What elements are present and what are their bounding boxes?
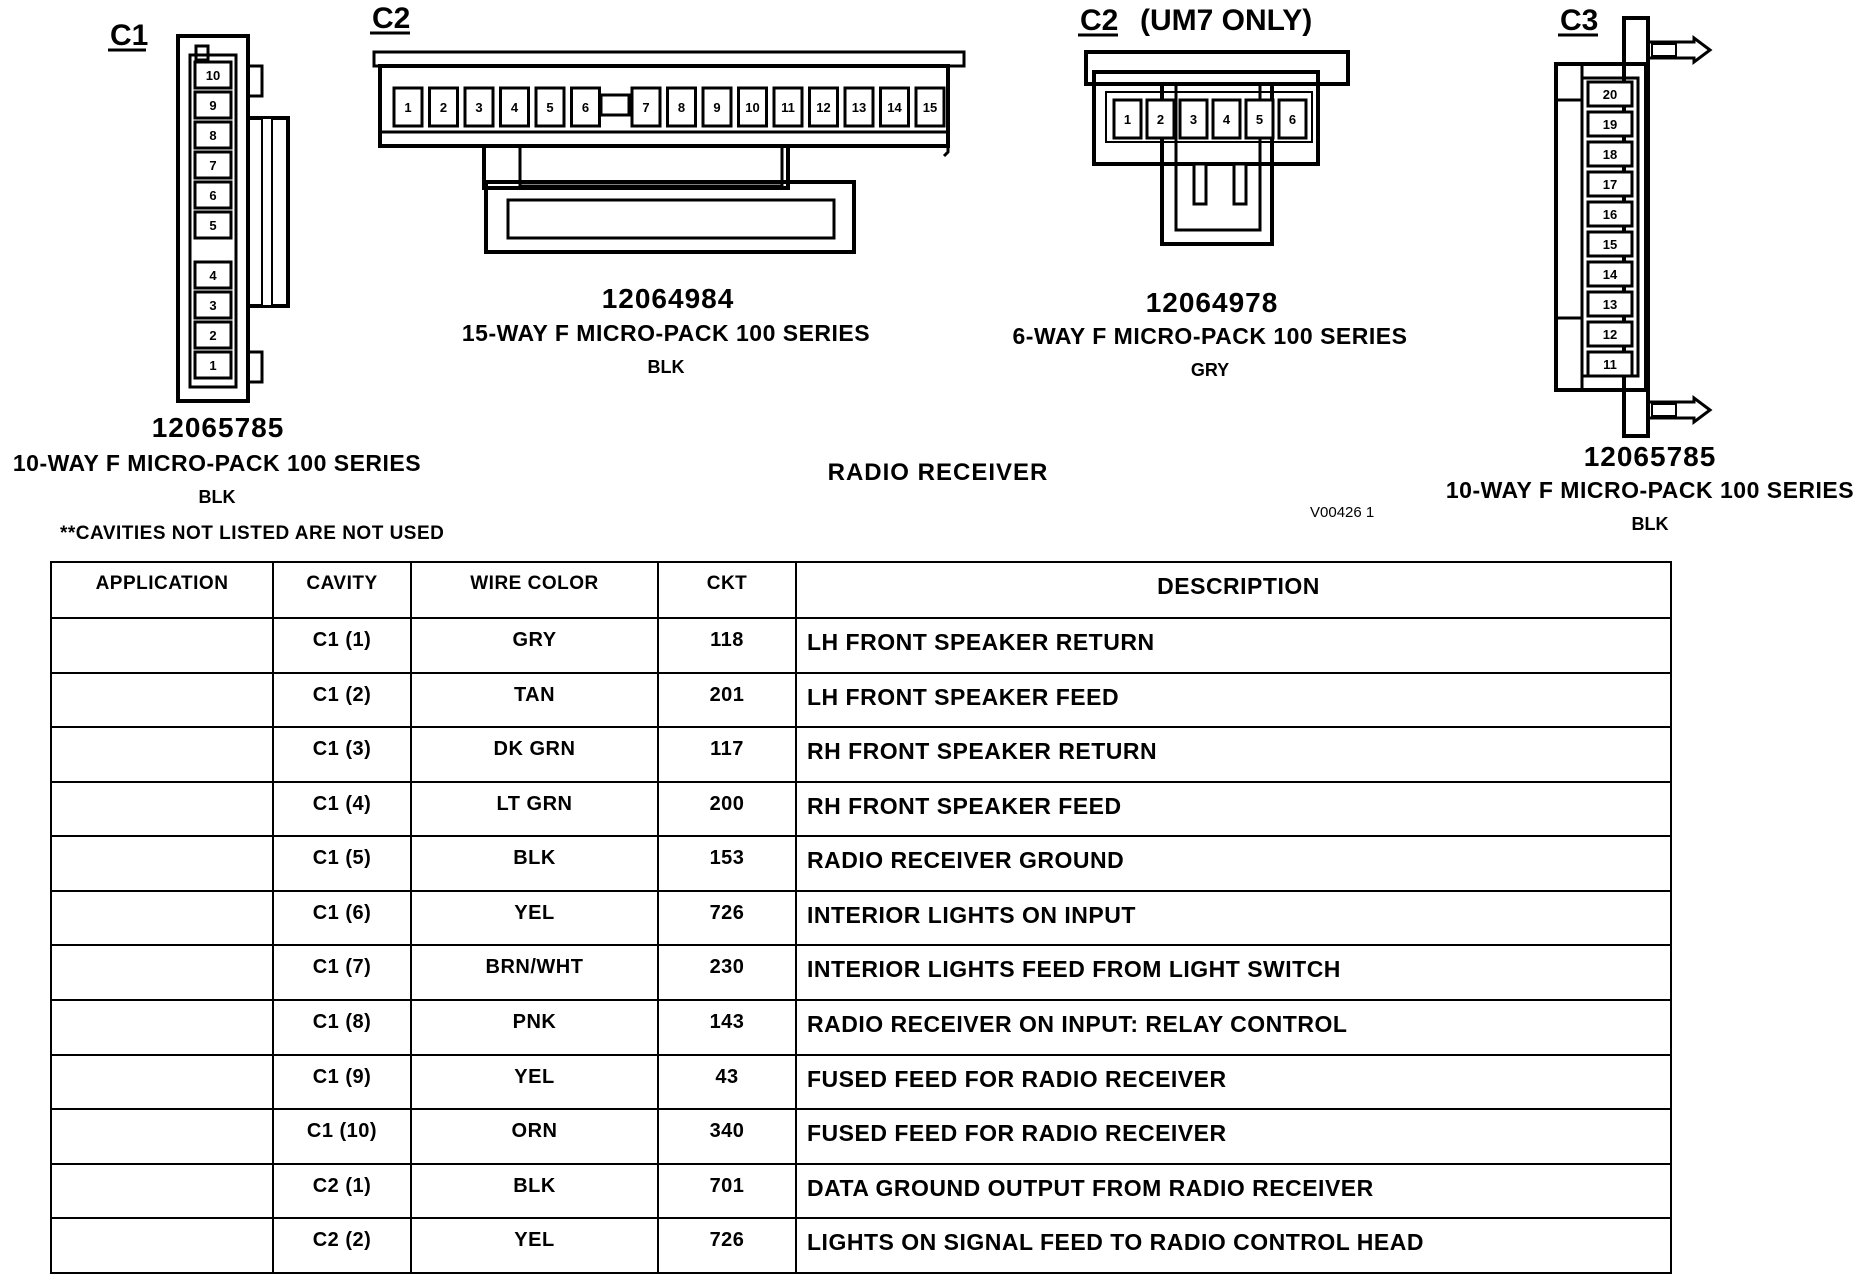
cell-cavity: C1 (9) <box>273 1055 411 1110</box>
cell-cavity: C2 (2) <box>273 1218 411 1273</box>
c3-pin <box>1588 112 1632 136</box>
c3-pin <box>1588 142 1632 166</box>
cell-ckt: 726 <box>658 891 796 946</box>
c1-label: C1 <box>110 19 149 52</box>
c1-pin <box>195 182 231 208</box>
cell-description: FUSED FEED FOR RADIO RECEIVER <box>796 1055 1671 1110</box>
c1-pin <box>195 122 231 148</box>
c3-pin <box>1588 232 1632 256</box>
cell-description: RADIO RECEIVER ON INPUT: RELAY CONTROL <box>796 1000 1671 1055</box>
cell-application <box>51 945 273 1000</box>
cell-application <box>51 1109 273 1164</box>
cell-cavity: C1 (10) <box>273 1109 411 1164</box>
svg-text:3: 3 <box>1189 112 1198 127</box>
svg-text:5: 5 <box>546 100 554 115</box>
c1-pin <box>195 92 231 118</box>
cell-application <box>51 1000 273 1055</box>
c3-pin <box>1588 322 1632 346</box>
c2-um7-pin <box>1246 100 1273 138</box>
c2-part-number: 12064984 <box>601 283 735 314</box>
svg-text:16: 16 <box>1602 207 1618 222</box>
c1-pin <box>195 352 231 378</box>
cell-description: RH FRONT SPEAKER FEED <box>796 782 1671 837</box>
header-wire-color: WIRE COLOR <box>411 562 658 618</box>
table-row <box>51 1000 1671 1055</box>
svg-text:8: 8 <box>209 128 217 143</box>
cell-application <box>51 618 273 673</box>
connector-c2 <box>370 2 964 377</box>
table-row <box>51 618 1671 673</box>
c3-color: BLK <box>1631 514 1669 534</box>
c3-pin <box>1588 262 1632 286</box>
c2-color: BLK <box>647 357 685 377</box>
connector-c2-um7 <box>1013 4 1408 380</box>
table-row <box>51 673 1671 728</box>
c1-pin <box>195 62 231 88</box>
c2-um7-pin <box>1180 100 1207 138</box>
c3-pin <box>1588 352 1632 376</box>
cell-application <box>51 782 273 837</box>
unused-cavities-note: **CAVITIES NOT LISTED ARE NOT USED <box>60 523 445 544</box>
c2-um7-pin <box>1147 100 1174 138</box>
svg-text:12: 12 <box>1602 327 1618 342</box>
cell-application <box>51 1055 273 1110</box>
svg-text:1: 1 <box>1123 112 1132 127</box>
cell-ckt: 340 <box>658 1109 796 1164</box>
svg-text:6: 6 <box>209 188 217 203</box>
c2-um7-color: GRY <box>1190 360 1230 380</box>
svg-text:5: 5 <box>209 218 217 233</box>
c2-um7-label: C2 <box>1080 4 1119 37</box>
cell-wire-color: YEL <box>411 891 658 946</box>
cell-ckt: 200 <box>658 782 796 837</box>
svg-text:3: 3 <box>475 100 483 115</box>
table-row <box>51 782 1671 837</box>
header-ckt: CKT <box>658 562 796 618</box>
cell-application <box>51 891 273 946</box>
svg-text:6: 6 <box>1288 112 1297 127</box>
cell-wire-color: BLK <box>411 1164 658 1219</box>
c1-pin <box>195 152 231 178</box>
wiring-table <box>50 561 1672 1274</box>
c2-pin <box>668 88 696 126</box>
cell-cavity: C1 (6) <box>273 891 411 946</box>
cell-wire-color: LT GRN <box>411 782 658 837</box>
figure-id: V00426 1 <box>1310 504 1375 521</box>
c2-pin <box>845 88 873 126</box>
c3-pin <box>1588 82 1632 106</box>
c2-um7-pin <box>1114 100 1141 138</box>
c1-pin <box>195 212 231 238</box>
svg-text:11: 11 <box>781 100 795 115</box>
cell-cavity: C1 (4) <box>273 782 411 837</box>
svg-text:3: 3 <box>209 298 217 313</box>
c2-pin <box>703 88 731 126</box>
cell-ckt: 43 <box>658 1055 796 1110</box>
svg-text:20: 20 <box>1602 87 1618 102</box>
c2-pin <box>810 88 838 126</box>
c2-um7-part-number: 12064978 <box>1145 287 1279 318</box>
cell-wire-color: YEL <box>411 1218 658 1273</box>
svg-text:13: 13 <box>1602 297 1618 312</box>
cell-wire-color: BLK <box>411 836 658 891</box>
cell-wire-color: ORN <box>411 1109 658 1164</box>
cell-description: LIGHTS ON SIGNAL FEED TO RADIO CONTROL HEAD <box>796 1218 1671 1273</box>
svg-text:8: 8 <box>677 100 686 115</box>
cell-application <box>51 727 273 782</box>
cell-cavity: C1 (7) <box>273 945 411 1000</box>
cell-application <box>51 1164 273 1219</box>
svg-text:5: 5 <box>1255 112 1264 127</box>
c1-pin <box>195 292 231 318</box>
cell-cavity: C1 (5) <box>273 836 411 891</box>
svg-text:13: 13 <box>851 100 867 115</box>
table-row <box>51 727 1671 782</box>
c1-color: BLK <box>198 487 236 507</box>
table-row <box>51 1164 1671 1219</box>
cell-wire-color: PNK <box>411 1000 658 1055</box>
c1-description: 10-WAY F MICRO-PACK 100 SERIES <box>12 450 422 476</box>
cell-description: INTERIOR LIGHTS FEED FROM LIGHT SWITCH <box>796 945 1671 1000</box>
cell-description: LH FRONT SPEAKER RETURN <box>796 618 1671 673</box>
svg-text:1: 1 <box>404 100 412 115</box>
svg-text:7: 7 <box>209 158 217 173</box>
c2-um7-description: 6-WAY F MICRO-PACK 100 SERIES <box>1012 323 1408 349</box>
svg-text:18: 18 <box>1602 147 1618 162</box>
c2-pin <box>774 88 802 126</box>
svg-text:10: 10 <box>205 68 221 83</box>
c1-pin <box>195 262 231 288</box>
header-description: DESCRIPTION <box>796 562 1671 618</box>
svg-text:12: 12 <box>816 100 831 115</box>
svg-text:4: 4 <box>1222 112 1231 127</box>
cell-description: RH FRONT SPEAKER RETURN <box>796 727 1671 782</box>
svg-text:2: 2 <box>439 100 448 115</box>
c2-um7-qualifier: (UM7 ONLY) <box>1140 4 1313 37</box>
svg-text:9: 9 <box>209 98 217 113</box>
cell-application <box>51 836 273 891</box>
svg-text:2: 2 <box>1156 112 1165 127</box>
cell-description: INTERIOR LIGHTS ON INPUT <box>796 891 1671 946</box>
c3-pin <box>1588 202 1632 226</box>
connector-c1 <box>13 19 421 507</box>
cell-ckt: 726 <box>658 1218 796 1273</box>
cell-ckt: 230 <box>658 945 796 1000</box>
svg-text:9: 9 <box>713 100 721 115</box>
cell-description: RADIO RECEIVER GROUND <box>796 836 1671 891</box>
c2-pin <box>916 88 944 126</box>
connector-diagrams <box>0 0 1864 560</box>
table-row <box>51 1109 1671 1164</box>
cell-application <box>51 1218 273 1273</box>
cell-application <box>51 673 273 728</box>
svg-text:6: 6 <box>581 100 590 115</box>
cell-wire-color: GRY <box>411 618 658 673</box>
cell-cavity: C1 (1) <box>273 618 411 673</box>
svg-text:17: 17 <box>1602 177 1618 192</box>
svg-text:11: 11 <box>1603 357 1617 372</box>
cell-cavity: C1 (8) <box>273 1000 411 1055</box>
svg-text:10: 10 <box>745 100 760 115</box>
c3-pin <box>1588 292 1632 316</box>
svg-text:14: 14 <box>887 100 902 115</box>
table-row <box>51 945 1671 1000</box>
c2-description: 15-WAY F MICRO-PACK 100 SERIES <box>461 320 871 346</box>
svg-text:19: 19 <box>1602 117 1618 132</box>
cell-cavity: C2 (1) <box>273 1164 411 1219</box>
c2-pin <box>536 88 564 126</box>
cell-wire-color: BRN/WHT <box>411 945 658 1000</box>
svg-text:4: 4 <box>209 268 217 283</box>
c3-pin <box>1588 172 1632 196</box>
c2-label: C2 <box>372 2 411 35</box>
cell-ckt: 118 <box>658 618 796 673</box>
c2-pin <box>739 88 767 126</box>
cell-ckt: 201 <box>658 673 796 728</box>
table-row <box>51 836 1671 891</box>
cell-wire-color: DK GRN <box>411 727 658 782</box>
table-row <box>51 891 1671 946</box>
c3-label: C3 <box>1560 4 1599 37</box>
c3-part-number: 12065785 <box>1583 441 1717 472</box>
table-header-row <box>51 562 1671 618</box>
component-name: RADIO RECEIVER <box>827 459 1049 486</box>
c2-um7-pin <box>1279 100 1306 138</box>
svg-text:14: 14 <box>1602 267 1618 282</box>
svg-text:2: 2 <box>209 328 217 343</box>
svg-text:4: 4 <box>510 100 519 115</box>
cell-cavity: C1 (3) <box>273 727 411 782</box>
cell-description: FUSED FEED FOR RADIO RECEIVER <box>796 1109 1671 1164</box>
svg-text:15: 15 <box>1602 237 1618 252</box>
c2-pin <box>881 88 909 126</box>
svg-text:7: 7 <box>642 100 650 115</box>
cell-ckt: 143 <box>658 1000 796 1055</box>
c2-pin <box>465 88 493 126</box>
c2-pin <box>501 88 529 126</box>
c3-description: 10-WAY F MICRO-PACK 100 SERIES <box>1445 477 1855 503</box>
connector-c3 <box>1446 4 1854 534</box>
c1-pin <box>195 322 231 348</box>
cell-description: LH FRONT SPEAKER FEED <box>796 673 1671 728</box>
cell-description: DATA GROUND OUTPUT FROM RADIO RECEIVER <box>796 1164 1671 1219</box>
c2-pin <box>430 88 458 126</box>
table-row <box>51 1218 1671 1273</box>
cell-cavity: C1 (2) <box>273 673 411 728</box>
cell-ckt: 153 <box>658 836 796 891</box>
cell-wire-color: TAN <box>411 673 658 728</box>
cell-wire-color: YEL <box>411 1055 658 1110</box>
header-cavity: CAVITY <box>273 562 411 618</box>
c1-part-number: 12065785 <box>151 412 285 443</box>
c2-pin <box>394 88 422 126</box>
cell-ckt: 117 <box>658 727 796 782</box>
svg-text:1: 1 <box>209 358 217 373</box>
svg-text:15: 15 <box>922 100 938 115</box>
header-application: APPLICATION <box>51 562 273 618</box>
c2-um7-pin <box>1213 100 1240 138</box>
c2-pin <box>572 88 600 126</box>
cell-ckt: 701 <box>658 1164 796 1219</box>
table-row <box>51 1055 1671 1110</box>
c2-pin <box>632 88 660 126</box>
